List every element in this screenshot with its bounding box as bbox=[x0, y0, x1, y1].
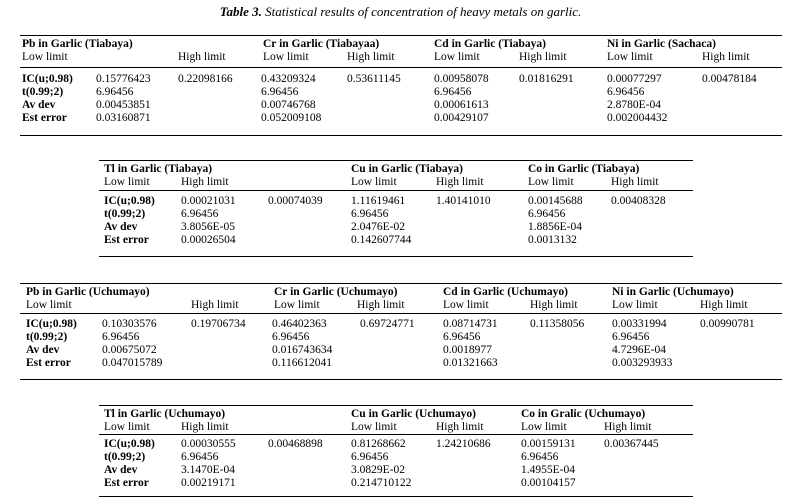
metal-group-title: Cu in Garlic (Uchumayo) bbox=[351, 408, 476, 420]
table-bottom-rule bbox=[99, 256, 693, 257]
low-limit-header: Low limit bbox=[26, 299, 72, 311]
stats-table bbox=[99, 405, 693, 496]
cell-value: 1.11619461 bbox=[351, 195, 406, 207]
cell-value: 3.8056E-05 bbox=[181, 221, 235, 233]
cell-value: 0.052009108 bbox=[261, 112, 322, 124]
cell-value: 0.00026504 bbox=[181, 234, 236, 246]
cell-value: 0.00021031 bbox=[181, 195, 236, 207]
cell-value: 0.00958078 bbox=[434, 73, 489, 85]
row-label: Est error bbox=[26, 357, 71, 369]
cell-value: 0.00746768 bbox=[261, 99, 316, 111]
metal-group-title: Cd in Garlic (Uchumayo) bbox=[443, 286, 568, 298]
cell-value: 0.81268662 bbox=[351, 438, 406, 450]
cell-value: 0.00990781 bbox=[700, 318, 755, 330]
cell-value: 0.00074039 bbox=[268, 195, 323, 207]
cell-value: 0.43209324 bbox=[261, 73, 316, 85]
cell-value: 0.00219171 bbox=[181, 477, 236, 489]
row-label: t(0.99;2) bbox=[26, 331, 68, 343]
cell-value: 0.00077297 bbox=[607, 73, 662, 85]
table-header-rule bbox=[20, 67, 782, 68]
cell-value: 0.016743634 bbox=[272, 344, 333, 356]
low-limit-header: Low limit bbox=[528, 176, 574, 188]
high-limit-header: High limit bbox=[530, 299, 578, 311]
cell-value: 6.96456 bbox=[607, 86, 645, 98]
stats-table bbox=[99, 160, 693, 256]
row-label: Est error bbox=[22, 112, 67, 124]
cell-value: 1.4955E-04 bbox=[521, 464, 575, 476]
row-label: Av dev bbox=[104, 464, 138, 476]
high-limit-header: High limit bbox=[181, 176, 229, 188]
cell-value: 6.96456 bbox=[261, 86, 299, 98]
cell-value: 0.53611145 bbox=[347, 73, 401, 85]
metal-group-title: Cd in Garlic (Tiabaya) bbox=[434, 38, 546, 50]
low-limit-header: Low limit bbox=[104, 421, 150, 433]
stats-table bbox=[20, 35, 782, 135]
cell-value: 1.40141010 bbox=[436, 195, 491, 207]
cell-value: 0.00675072 bbox=[102, 344, 157, 356]
cell-value: 0.116612041 bbox=[272, 357, 332, 369]
row-label: IC(u;0.98) bbox=[22, 73, 73, 85]
cell-value: 0.142607744 bbox=[351, 234, 412, 246]
cell-value: 0.10303576 bbox=[102, 318, 157, 330]
high-limit-header: High limit bbox=[181, 421, 229, 433]
metal-group-title: Tl in Garlic (Tiabaya) bbox=[104, 163, 213, 175]
table-top-rule bbox=[20, 283, 782, 284]
metal-group-title: Cu in Garlic (Tiabaya) bbox=[351, 163, 463, 175]
cell-value: 0.00331994 bbox=[612, 318, 667, 330]
metal-group-title: Pb in Garlic (Tiabaya) bbox=[22, 38, 133, 50]
cell-value: 6.96456 bbox=[96, 86, 134, 98]
row-label: Est error bbox=[104, 477, 149, 489]
cell-value: 0.00468898 bbox=[268, 438, 323, 450]
cell-value: 0.08714731 bbox=[443, 318, 498, 330]
cell-value: 6.96456 bbox=[443, 331, 481, 343]
stats-table bbox=[20, 283, 782, 379]
row-label: Est error bbox=[104, 234, 149, 246]
low-limit-header: Low limit bbox=[443, 299, 489, 311]
low-limit-header: Low limit bbox=[434, 51, 480, 63]
table-header-rule bbox=[20, 313, 782, 314]
cell-value: 0.11358056 bbox=[530, 318, 585, 330]
cell-value: 0.00478184 bbox=[702, 73, 757, 85]
cell-value: 1.24210686 bbox=[436, 438, 491, 450]
cell-value: 0.00030555 bbox=[181, 438, 236, 450]
low-limit-header: Low limit bbox=[612, 299, 658, 311]
high-limit-header: High limit bbox=[604, 421, 652, 433]
low-limit-header: Low limit bbox=[274, 299, 320, 311]
row-label: Av dev bbox=[104, 221, 138, 233]
cell-value: 0.22098166 bbox=[178, 73, 233, 85]
table-header-rule bbox=[99, 190, 693, 191]
high-limit-header: High limit bbox=[347, 51, 395, 63]
cell-value: 2.8780E-04 bbox=[607, 99, 661, 111]
table-caption bbox=[0, 4, 801, 20]
caption-label: Table 3. bbox=[219, 4, 262, 19]
cell-value: 0.00145688 bbox=[528, 195, 583, 207]
low-limit-header: Low limit bbox=[607, 51, 653, 63]
high-limit-header: High limit bbox=[436, 421, 484, 433]
cell-value: 6.96456 bbox=[181, 451, 219, 463]
metal-group-title: Cr in Garlic (Tiabayaa) bbox=[263, 38, 380, 50]
row-label: IC(u;0.98) bbox=[104, 195, 155, 207]
table-header-rule bbox=[99, 434, 693, 435]
metal-group-title: Co in Gralic (Uchumayo) bbox=[521, 408, 646, 420]
table-top-rule bbox=[20, 35, 782, 36]
cell-value: 0.047015789 bbox=[102, 357, 163, 369]
metal-group-title: Ni in Garlic (Sachaca) bbox=[607, 38, 716, 50]
cell-value: 6.96456 bbox=[528, 208, 566, 220]
cell-value: 0.69724771 bbox=[360, 318, 415, 330]
cell-value: 0.46402363 bbox=[272, 318, 327, 330]
metal-group-title: Co in Garlic (Tiabaya) bbox=[528, 163, 640, 175]
high-limit-header: High limit bbox=[436, 176, 484, 188]
low-limit-header: Low limit bbox=[351, 176, 397, 188]
cell-value: 0.214710122 bbox=[351, 477, 412, 489]
row-label: t(0.99;2) bbox=[104, 208, 146, 220]
cell-value: 3.1470E-04 bbox=[181, 464, 235, 476]
cell-value: 0.01321663 bbox=[443, 357, 498, 369]
low-limit-header: Low limit bbox=[22, 51, 68, 63]
cell-value: 0.00408328 bbox=[611, 195, 666, 207]
cell-value: 4.7296E-04 bbox=[612, 344, 666, 356]
table-bottom-rule bbox=[20, 379, 782, 380]
cell-value: 0.00104157 bbox=[521, 477, 576, 489]
cell-value: 0.00429107 bbox=[434, 112, 489, 124]
high-limit-header: High limit bbox=[178, 51, 226, 63]
table-top-rule bbox=[99, 405, 693, 406]
cell-value: 6.96456 bbox=[521, 451, 559, 463]
cell-value: 3.0829E-02 bbox=[351, 464, 405, 476]
row-label: IC(u;0.98) bbox=[104, 438, 155, 450]
low-limit-header: Low limit bbox=[521, 421, 567, 433]
high-limit-header: High limit bbox=[191, 299, 239, 311]
cell-value: 0.01816291 bbox=[519, 73, 574, 85]
cell-value: 6.96456 bbox=[351, 451, 389, 463]
low-limit-header: Low limit bbox=[104, 176, 150, 188]
cell-value: 0.00453851 bbox=[96, 99, 151, 111]
cell-value: 0.15776423 bbox=[96, 73, 151, 85]
high-limit-header: High limit bbox=[357, 299, 405, 311]
table-bottom-rule bbox=[20, 135, 782, 136]
row-label: t(0.99;2) bbox=[22, 86, 64, 98]
metal-group-title: Ni in Garlic (Uchumayo) bbox=[612, 286, 734, 298]
cell-value: 0.00159131 bbox=[521, 438, 576, 450]
cell-value: 0.0013132 bbox=[528, 234, 577, 246]
low-limit-header: Low limit bbox=[263, 51, 309, 63]
cell-value: 6.96456 bbox=[102, 331, 140, 343]
caption-text: Statistical results of concentration of heavy metals on garlic. bbox=[261, 4, 582, 19]
cell-value: 6.96456 bbox=[181, 208, 219, 220]
cell-value: 2.0476E-02 bbox=[351, 221, 405, 233]
cell-value: 0.003293933 bbox=[612, 357, 673, 369]
high-limit-header: High limit bbox=[700, 299, 748, 311]
table-top-rule bbox=[99, 160, 693, 161]
cell-value: 0.00061613 bbox=[434, 99, 489, 111]
high-limit-header: High limit bbox=[702, 51, 750, 63]
row-label: t(0.99;2) bbox=[104, 451, 146, 463]
metal-group-title: Cr in Garlic (Uchumayo) bbox=[274, 286, 398, 298]
row-label: Av dev bbox=[22, 99, 56, 111]
high-limit-header: High limit bbox=[519, 51, 567, 63]
cell-value: 1.8856E-04 bbox=[528, 221, 582, 233]
cell-value: 0.0018977 bbox=[443, 344, 492, 356]
cell-value: 0.03160871 bbox=[96, 112, 151, 124]
row-label: Av dev bbox=[26, 344, 60, 356]
cell-value: 0.00367445 bbox=[604, 438, 659, 450]
cell-value: 6.96456 bbox=[612, 331, 650, 343]
metal-group-title: Pb in Garlic (Uchumayo) bbox=[26, 286, 150, 298]
cell-value: 6.96456 bbox=[434, 86, 472, 98]
cell-value: 0.002004432 bbox=[607, 112, 668, 124]
row-label: IC(u;0.98) bbox=[26, 318, 77, 330]
metal-group-title: Tl in Garlic (Uchumayo) bbox=[104, 408, 226, 420]
cell-value: 6.96456 bbox=[351, 208, 389, 220]
cell-value: 6.96456 bbox=[272, 331, 310, 343]
cell-value: 0.19706734 bbox=[191, 318, 246, 330]
low-limit-header: Low limit bbox=[351, 421, 397, 433]
high-limit-header: High limit bbox=[611, 176, 659, 188]
